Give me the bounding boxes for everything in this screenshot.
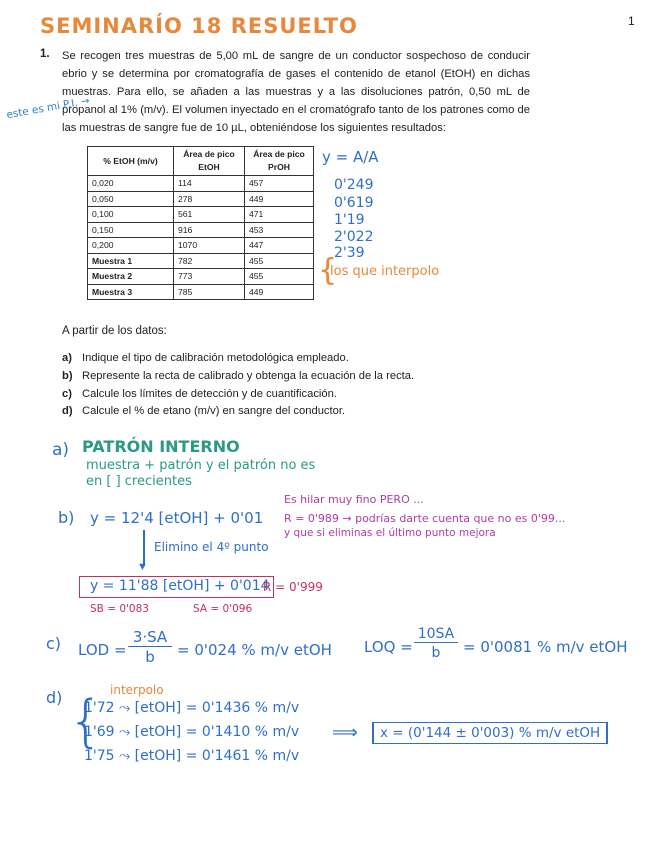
table-cell: 471 — [245, 207, 314, 223]
interpolation-line: 1'75 ⤳ [etOH] = 0'1461 % m/v — [84, 748, 300, 764]
table-cell: 278 — [174, 191, 245, 207]
ratio-heading: y = A/A — [322, 148, 379, 166]
table-cell: 0,150 — [88, 222, 174, 238]
table-cell: 782 — [174, 253, 245, 269]
item-text: Indique el tipo de calibración metodológica empleado. — [82, 352, 349, 364]
intro-text: A partir de los datos: — [62, 325, 167, 337]
table-row — [88, 191, 314, 207]
table-row — [88, 176, 314, 192]
item-letter: d) — [62, 405, 73, 417]
page-number: 1 — [628, 14, 635, 28]
table-cell: 457 — [245, 176, 314, 192]
table-header: Área de pico EtOH — [174, 147, 245, 176]
answer-b-label: b) — [58, 508, 75, 527]
answer-a-label: a) — [52, 440, 70, 460]
table-row — [88, 207, 314, 223]
ratio-value: 1'19 — [334, 212, 365, 228]
lod-numerator: 3·SA — [128, 628, 172, 647]
sa-value: SA = 0'096 — [193, 603, 253, 615]
item-text: Calcule el % de etano (m/v) en sangre del conductor. — [82, 405, 346, 417]
calibration-equation: y = 12'4 [etOH] + 0'01 — [90, 509, 264, 527]
comment-line: R = 0'989 → podrías darte cuenta que no es 0'99... — [284, 512, 566, 525]
item-text: Calcule los límites de detección y de cuantificación. — [82, 388, 337, 400]
final-equation: y = 11'88 [etOH] + 0'014 — [90, 578, 270, 594]
answer-c-label: c) — [46, 634, 62, 653]
r-value: R = 0'999 — [263, 580, 323, 594]
question-item — [62, 388, 337, 400]
brace-icon: { — [68, 689, 104, 754]
table-row — [88, 269, 314, 285]
table-cell: 773 — [174, 269, 245, 285]
question-item — [62, 352, 349, 364]
table-cell: 0,200 — [88, 238, 174, 254]
lod-label: LOD = — [78, 641, 127, 659]
brace-note: los que interpolo — [330, 264, 440, 279]
table-row — [88, 253, 314, 269]
answer-d-label: d) — [46, 688, 63, 707]
item-letter: b) — [62, 370, 73, 382]
answer-a-note: en [ ] crecientes — [86, 474, 192, 489]
page-title: SEMINARÍO 18 RESUELTO — [40, 14, 358, 38]
comment-line: Es hilar muy fino PERO ... — [284, 493, 424, 506]
comment-line: y que si eliminas el último punto mejora — [284, 527, 496, 539]
loq-numerator: 10SA — [414, 626, 458, 643]
results-table — [87, 146, 314, 300]
interpolation-line: 1'69 ⤳ [etOH] = 0'1410 % m/v — [84, 724, 300, 740]
table-header: % EtOH (m/v) — [88, 147, 174, 176]
table-cell: 561 — [174, 207, 245, 223]
interpolation-line: 1'72 ⤳ [etOH] = 0'1436 % m/v — [84, 700, 300, 716]
interpolo-note: interpolo — [110, 683, 164, 697]
table-cell: Muestra 3 — [88, 284, 174, 300]
lod-denominator: b — [145, 648, 155, 666]
item-letter: a) — [62, 352, 72, 364]
loq-label: LOQ = — [364, 638, 413, 656]
table-cell: 0,050 — [88, 191, 174, 207]
table-cell: 449 — [245, 191, 314, 207]
table-cell: 1070 — [174, 238, 245, 254]
side-note: este es mi P.I. → — [5, 94, 91, 122]
table-row — [88, 238, 314, 254]
item-text: Represente la recta de calibrado y obtenga la ecuación de la recta. — [82, 370, 415, 382]
table-cell: 449 — [245, 284, 314, 300]
ratio-value: 2'39 — [334, 245, 365, 261]
ratio-value: 0'249 — [334, 177, 374, 193]
table-cell: Muestra 1 — [88, 253, 174, 269]
lod-result: = 0'024 % m/v etOH — [177, 641, 332, 659]
ratio-value: 0'619 — [334, 195, 374, 211]
item-letter: c) — [62, 388, 72, 400]
table-cell: 453 — [245, 222, 314, 238]
table-cell: 114 — [174, 176, 245, 192]
answer-a-title: PATRÓN INTERNO — [82, 437, 240, 456]
table-cell: 785 — [174, 284, 245, 300]
loq-denominator: b — [431, 645, 441, 661]
loq-result: = 0'0081 % m/v etOH — [463, 638, 628, 656]
final-result: x = (0'144 ± 0'003) % m/v etOH — [372, 722, 608, 744]
table-cell: Muestra 2 — [88, 269, 174, 285]
table-header: Área de pico PrOH — [245, 147, 314, 176]
ratio-value: 2'022 — [334, 229, 374, 245]
question-text: Se recogen tres muestras de 5,00 mL de sangre de un conductor sospechoso de conducir ebrio y se determina por cromatografía de gases el contenido de etanol (EtOH) en dichas muestras. Para ello, se añaden a las muestras y a las disoluciones patrón, 0,50 mL de propanol al 1% (m/v). El volumen inyectado en el cromatógrafo tanto de los patrones como de las muestras de sangre fue de 10 µL, obteniéndose los siguientes resultados: — [62, 50, 530, 134]
table-row — [88, 284, 314, 300]
answer-a-note: muestra + patrón y el patrón no es — [86, 458, 316, 473]
question-item — [62, 405, 345, 417]
sb-value: SB = 0'083 — [90, 603, 149, 615]
brace-icon: { — [318, 253, 338, 288]
table-header-row — [88, 147, 314, 176]
table-cell: 455 — [245, 253, 314, 269]
arrow-down-icon: ▼ — [137, 561, 148, 573]
implies-arrow-icon: ⟹ — [332, 722, 358, 743]
table-cell: 447 — [245, 238, 314, 254]
question-number: 1. — [40, 48, 50, 60]
remove-point-note: Elimino el 4º punto — [154, 540, 269, 554]
table-cell: 0,020 — [88, 176, 174, 192]
table-cell: 916 — [174, 222, 245, 238]
question-item — [62, 370, 414, 382]
table-cell: 0,100 — [88, 207, 174, 223]
table-row — [88, 222, 314, 238]
table-cell: 455 — [245, 269, 314, 285]
